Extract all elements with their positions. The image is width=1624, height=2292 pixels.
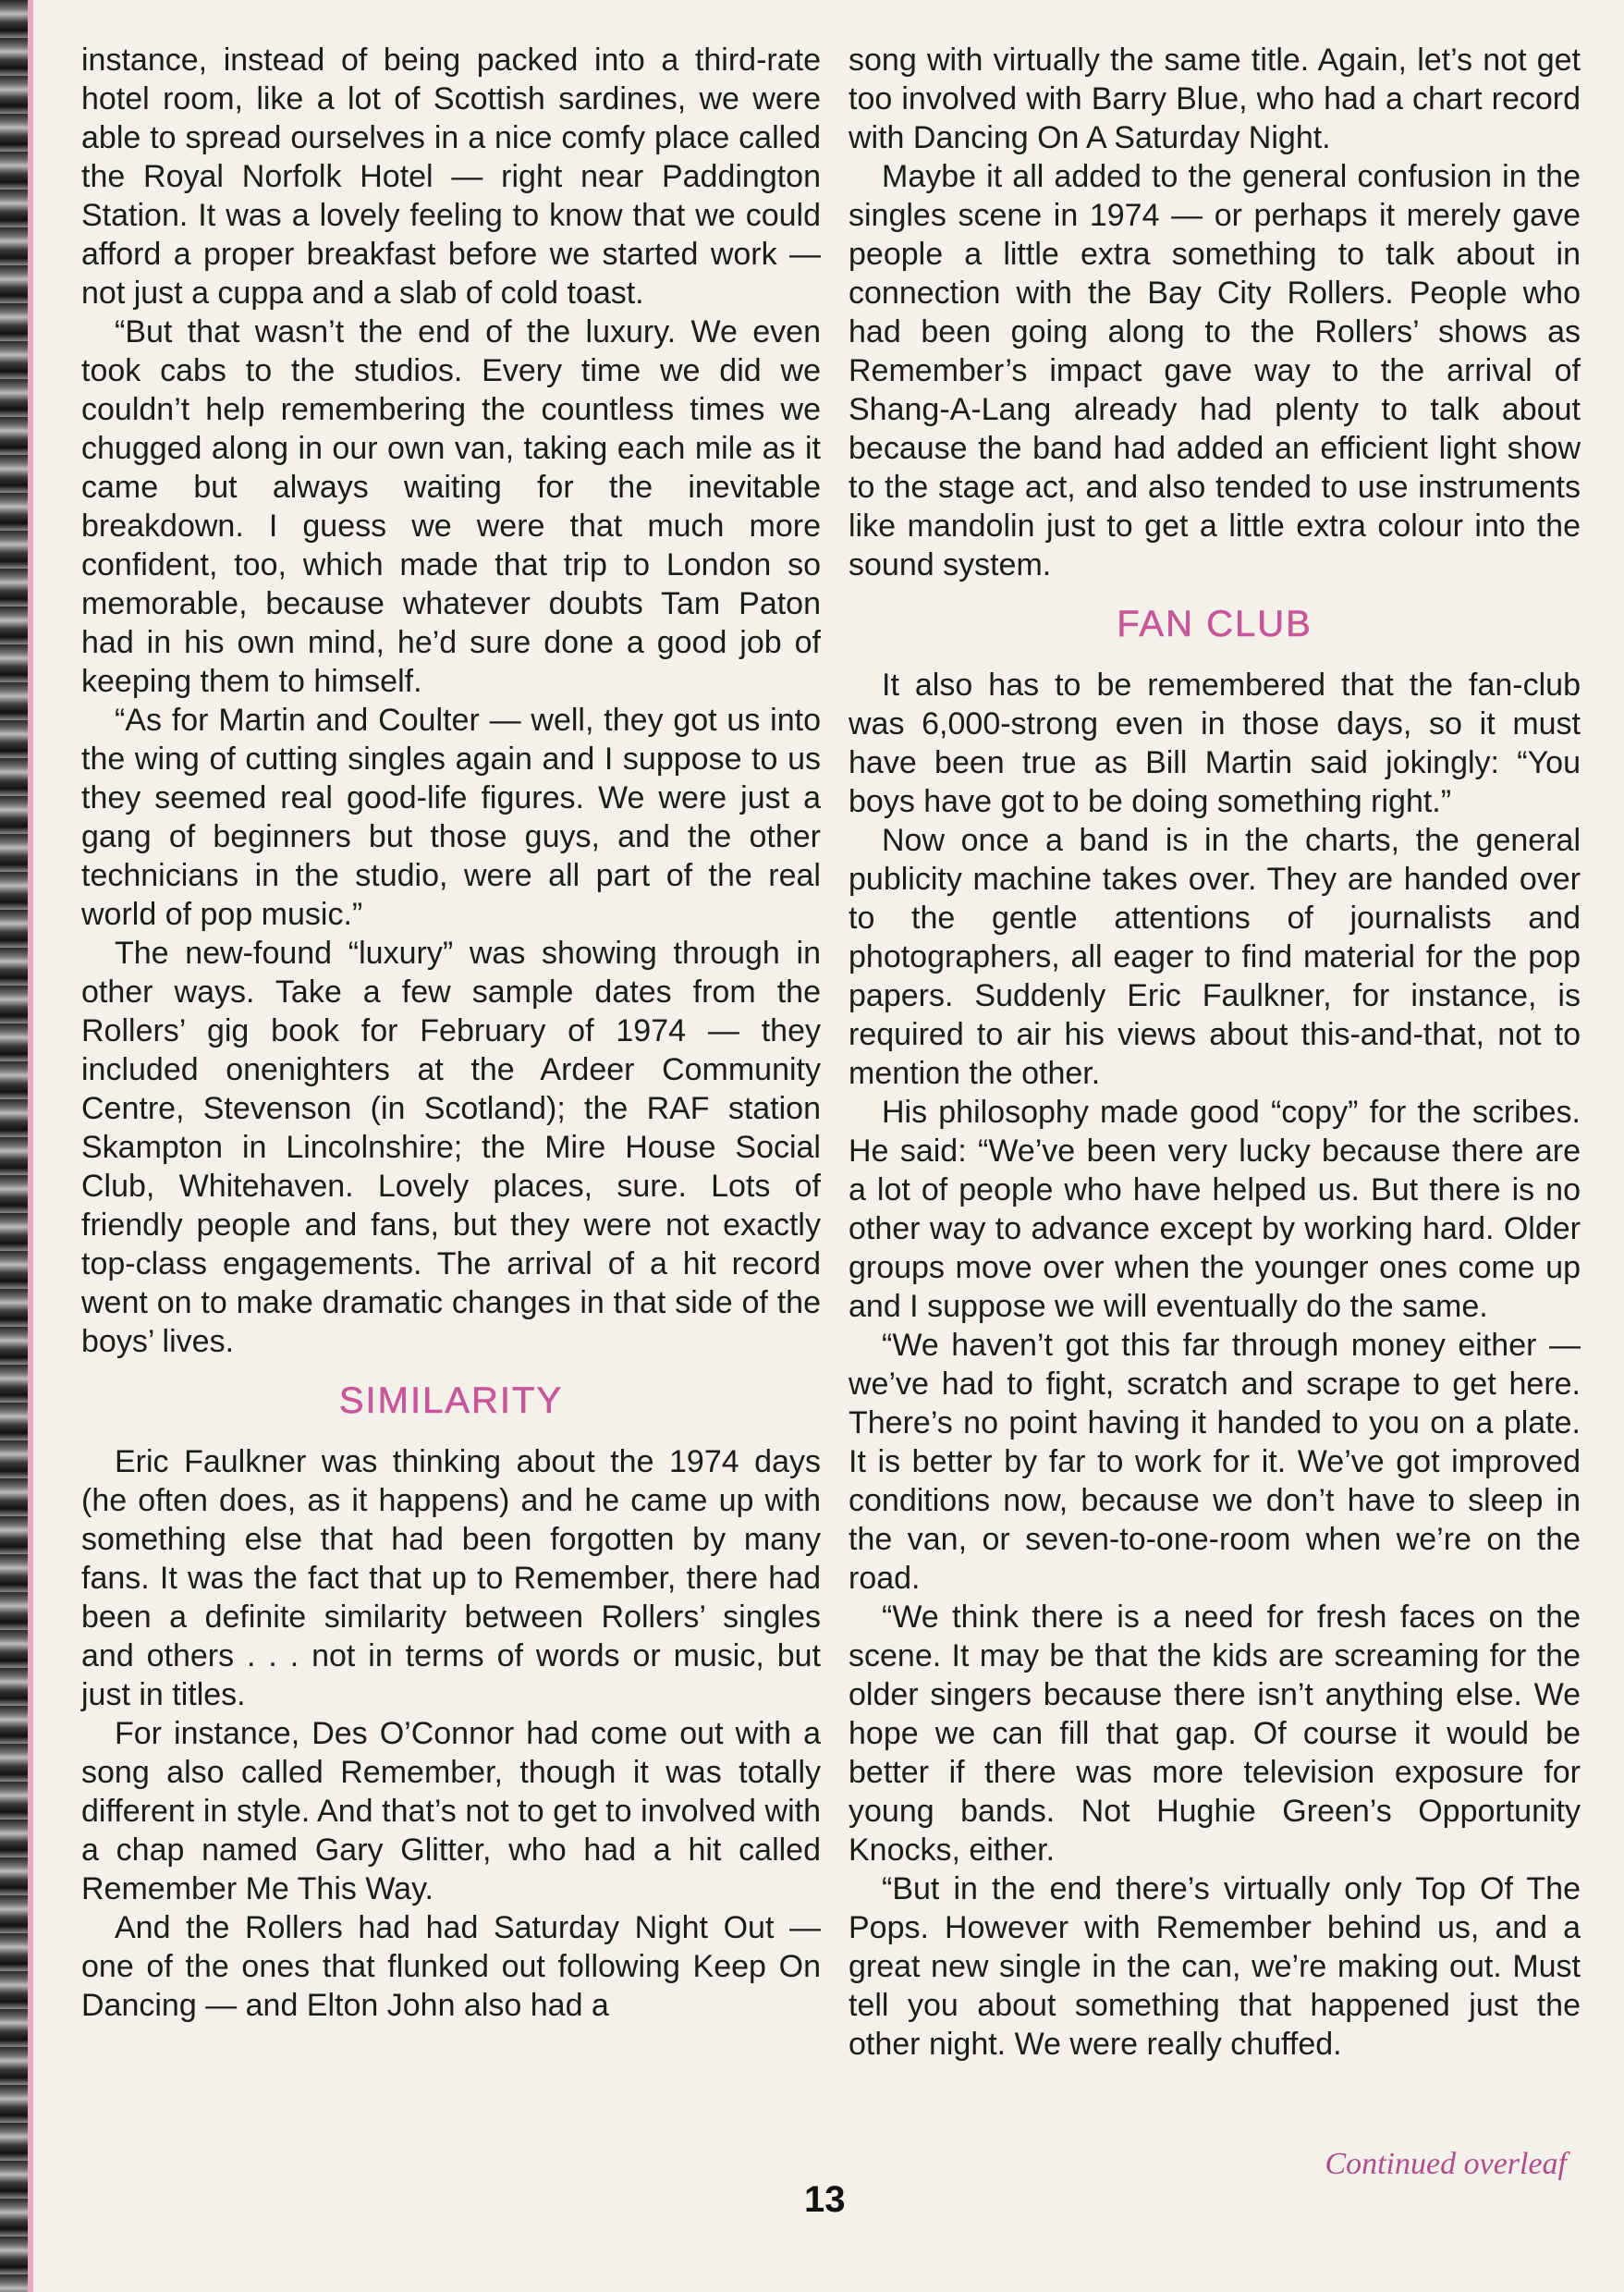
pink-border [28, 0, 33, 2292]
section-heading-fan-club: FAN CLUB [1117, 604, 1313, 644]
right-paragraph: Now once a band is in the charts, the general publicity machine takes over. They are handed over to the gentle attentions of journalists and photographers, all eager to find material for the pop papers. Suddenly Eric Faulkner, for instance, is required to air his views about this-and-that, not to mention the other. [849, 823, 1581, 1091]
right-paragraph: His philosophy made good “copy” for the scribes. He said: “We’ve been very lucky because there are a lot of people who have helped us. But there is no other way to advance except by working hard. Older groups move over when the younger ones come up and I suppose we will eventually do the same. [849, 1095, 1581, 1324]
right-paragraph: Maybe it all added to the general confusion in the singles scene in 1974 — or perhaps it merely gave people a little extra something to talk about in connection with the Bay City Rollers. People who had been going along to the Rollers’ shows as Remember’s impact gave way to the arrival of Shang-A-Lang already had plenty to talk about because the band had added an efficient light show to the stage act, and also tended to use instruments like mandolin just to get a little extra colour into the sound system. [849, 159, 1581, 582]
left-paragraph: For instance, Des O’Connor had come out with a song also called Remember, though it was totally different in style. And that’s not to get to involved with a chap named Gary Glitter, who had a hit called Remember Me This Way. [81, 1716, 821, 1906]
left-paragraph: Eric Faulkner was thinking about the 1974 days (he often does, as it happens) and he came up with something else that had been forgotten by many fans. It was the fact that up to Remember, there had been a definite similarity between Rollers’ singles and others . . . not in terms of words or music, but just in titles. [81, 1444, 821, 1712]
right-paragraph: song with virtually the same title. Again, let’s not get too involved with Barry Blue, who had a chart record with Dancing On A Saturday Night. [849, 43, 1581, 155]
photo-edge-strip [0, 0, 28, 2292]
left-paragraph: The new-found “luxury” was showing through in other ways. Take a few sample dates from the Rollers’ gig book for February of 1974 — they included onenighters at the Ardeer Community Centre, Stevenson (in Scotland); the RAF station Skampton in Lincolnshire; the Mire House Social Club, Whitehaven. Lovely places, sure. Lots of friendly people and fans, but they were not exactly top-class engagements. The arrival of a hit record went on to make dramatic changes in that side of the boys’ lives. [81, 936, 821, 1359]
right-paragraph: “We think there is a need for fresh faces on the scene. It may be that the kids are screaming for the older singers because there isn’t anything else. We hope we can fill that gap. Of course it would be better if there was more television exposure for young bands. Not Hughie Green’s Opportunity Knocks, either. [849, 1599, 1581, 1868]
left-paragraph: “But that wasn’t the end of the luxury. We even took cabs to the studios. Every time we did we couldn’t help remembering the countless times we chugged along in our own van, taking each mile as it came but always waiting for the inevitable breakdown. I guess we were that much more confident, too, which made that trip to London so memorable, because whatever doubts Tam Paton had in his own mind, he’d sure done a good job of keeping them to himself. [81, 314, 821, 699]
page-number: 13 [804, 2179, 846, 2220]
continued-overleaf-label: Continued overleaf [1325, 2147, 1567, 2181]
section-heading-similarity: SIMILARITY [338, 1380, 564, 1421]
left-paragraph: instance, instead of being packed into a third-rate hotel room, like a lot of Scottish sardines, we were able to spread ourselves in a nice comfy place called the Royal Norfolk Hotel — right near Paddington Station. It was a lovely feeling to know that we could afford a proper breakfast before we started work — not just a cuppa and a slab of cold toast. [81, 43, 821, 311]
right-column [849, 41, 1581, 2064]
left-column [81, 41, 821, 2025]
left-paragraph: And the Rollers had had Saturday Night Out — one of the ones that flunked out following Keep On Dancing — and Elton John also had a [81, 1910, 821, 2023]
right-paragraph: It also has to be remembered that the fan-club was 6,000-strong even in those days, so it must have been true as Bill Martin said jokingly: “You boys have got to be doing something right.” [849, 668, 1581, 819]
right-paragraph: “We haven’t got this far through money either — we’ve had to fight, scratch and scrape to get here. There’s no point having it handed to you on a plate. It is better by far to work for it. We’ve got improved conditions now, because we don’t have to sleep in the van, or seven-to-one-room when we’re on the road. [849, 1328, 1581, 1596]
left-paragraph: “As for Martin and Coulter — well, they got us into the wing of cutting singles again and I suppose to us they seemed real good-life figures. We were just a gang of beginners but those guys, and the other technicians in the studio, were all part of the real world of pop music.” [81, 703, 821, 932]
right-paragraph: “But in the end there’s virtually only Top Of The Pops. However with Remember behind us, and a great new single in the can, we’re making out. Must tell you about something that happened just the other night. We were really chuffed. [849, 1871, 1581, 2062]
